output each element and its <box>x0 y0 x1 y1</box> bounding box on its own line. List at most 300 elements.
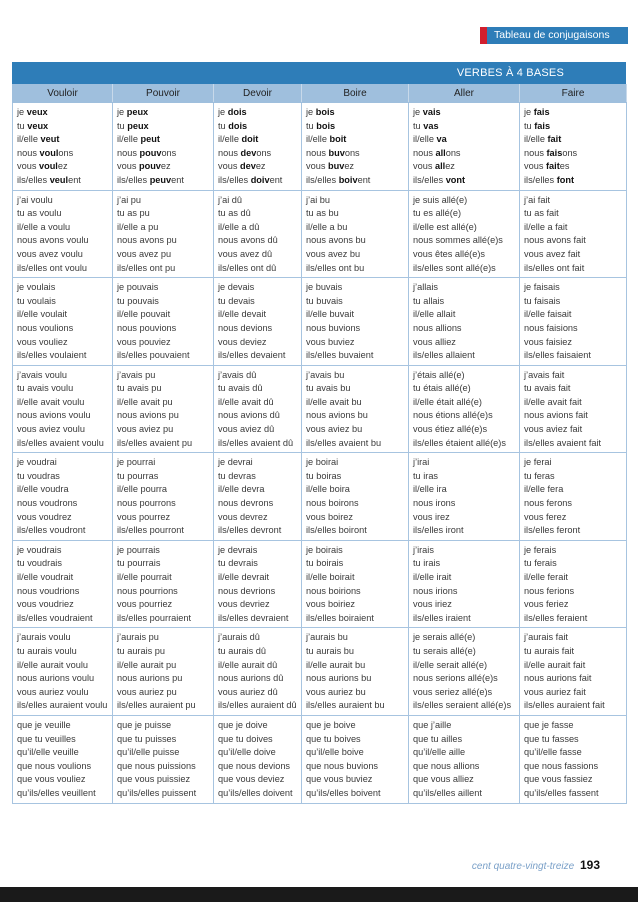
conjugation-form: tu veux <box>17 120 49 131</box>
conjugation-form: tu avais bu <box>306 383 351 394</box>
conjugation-form: ils/elles font <box>524 174 575 185</box>
conjugation-form: il/elle est allé(e) <box>413 221 477 232</box>
conjugation-form: il/elle avait pu <box>117 396 173 407</box>
conjugation-form: je voulais <box>17 282 56 293</box>
conjugation-form: nous avions dû <box>218 410 280 421</box>
conjugation-form: tu voudrais <box>17 558 62 569</box>
conjugation-form: je veux <box>17 107 48 117</box>
conjugation-form: que vous puissiez <box>117 774 191 785</box>
conjugation-form: que tu veuilles <box>17 733 76 744</box>
conjugation-form: ils/elles buvaient <box>306 350 374 361</box>
conjugation-form: nous allions <box>413 322 462 333</box>
conjugation-form: nous avions bu <box>306 410 368 421</box>
conjugation-form: nous boirons <box>306 498 359 509</box>
conjugation-form: vous faites <box>524 161 570 172</box>
conjugation-form: je ferai <box>524 457 552 468</box>
conjugation-form: il/elle pourrait <box>117 572 172 582</box>
conjugation-form: tu iras <box>413 470 439 481</box>
conjugation-form: vous êtes allé(e)s <box>413 248 486 259</box>
conjugation-form: vous vouliez <box>17 336 68 347</box>
tense-row <box>13 453 627 541</box>
conjugation-cell <box>409 628 520 716</box>
conjugation-form: tu avais dû <box>218 383 263 394</box>
conjugation-form: tu as fait <box>524 208 559 219</box>
conjugation-form: tu pourrais <box>117 558 161 569</box>
column-header: Devoir <box>214 85 302 103</box>
conjugation-form: il/elle avait fait <box>524 396 582 407</box>
conjugation-form: tu avais pu <box>117 383 162 394</box>
conjugation-form: il/elle pourra <box>117 484 168 495</box>
conjugation-form: nous pouvions <box>117 322 177 333</box>
conjugation-form: vous avez voulu <box>17 248 83 259</box>
conjugation-form: il/elle aurait dû <box>218 659 278 670</box>
conjugation-form: nous pourrions <box>117 585 178 596</box>
conjugation-form: nous aurions fait <box>524 673 592 684</box>
conjugation-form: nous ferons <box>524 498 573 509</box>
conjugation-cell <box>520 453 627 541</box>
conjugation-form: ils/elles iront <box>413 525 464 536</box>
conjugation-form: vous irez <box>413 511 450 522</box>
conjugation-cell <box>13 190 113 278</box>
conjugation-form: tu fais <box>524 120 551 131</box>
conjugation-form: j’irais <box>413 544 434 555</box>
conjugation-form: vous auriez bu <box>306 686 366 697</box>
conjugation-form: tu pouvais <box>117 295 159 306</box>
conjugation-form: j’ai voulu <box>17 194 53 205</box>
conjugation-form: ils/elles ont fait <box>524 262 585 273</box>
conjugation-cell <box>13 453 113 541</box>
conjugation-form: vous alliez <box>413 336 456 347</box>
conjugation-form: il/elle a pu <box>117 221 159 232</box>
conjugation-cell <box>214 628 302 716</box>
conjugation-form: il/elle a fait <box>524 221 568 232</box>
conjugation-form: tu peux <box>117 120 149 131</box>
conjugation-form: ils/elles auraient pu <box>117 700 196 711</box>
conjugation-form: il/elle pouvait <box>117 309 171 320</box>
column-header: Faire <box>520 85 627 103</box>
conjugation-form: il/elle avait dû <box>218 396 274 407</box>
conjugation-form: j’aurais bu <box>306 632 348 643</box>
conjugation-form: tu dois <box>218 120 248 131</box>
conjugation-form: je pouvais <box>117 282 159 293</box>
conjugation-form: que nous fassions <box>524 760 599 771</box>
conjugation-form: tu as voulu <box>17 208 62 219</box>
conjugation-form: ils/elles boiront <box>306 525 367 536</box>
conjugation-form: tu vas <box>413 120 439 131</box>
conjugation-form: nous devrions <box>218 585 276 596</box>
conjugation-form: j’ai dû <box>218 194 243 205</box>
conjugation-cell <box>409 190 520 278</box>
conjugation-form: vous ferez <box>524 511 567 522</box>
conjugation-form: vous deviez <box>218 336 267 347</box>
conjugation-form: nous avons voulu <box>17 235 89 246</box>
conjugation-form: vous avez dû <box>218 248 273 259</box>
conjugation-form: vous auriez dû <box>218 686 278 697</box>
conjugation-form: vous buvez <box>306 161 355 172</box>
conjugation-form: je pourrai <box>117 457 156 468</box>
conjugation-form: il/elle serait allé(e) <box>413 659 488 670</box>
conjugation-form: il/elle aurait voulu <box>17 659 88 670</box>
conjugation-cell <box>520 540 627 628</box>
conjugation-form: qu’ils/elles fassent <box>524 787 599 798</box>
conjugation-form: vous étiez allé(e)s <box>413 424 488 435</box>
conjugation-form: j’aurais fait <box>524 632 568 643</box>
conjugation-cell <box>520 190 627 278</box>
conjugation-form: je devrai <box>218 457 253 468</box>
conjugation-form: nous aurions pu <box>117 673 183 684</box>
conjugation-form: ils/elles auraient dû <box>218 700 297 711</box>
conjugation-form: que vous buviez <box>306 774 373 785</box>
conjugation-cell <box>13 278 113 366</box>
conjugation-form: il/elle devait <box>218 309 267 320</box>
conjugation-form: vous avez pu <box>117 248 172 259</box>
conjugation-form: ils/elles auraient bu <box>306 700 385 711</box>
conjugation-form: tu allais <box>413 295 445 306</box>
conjugation-form: il/elle avait bu <box>306 396 362 407</box>
conjugation-form: qu’ils/elles boivent <box>306 787 381 798</box>
conjugation-form: j’avais fait <box>524 369 565 380</box>
conjugation-form: qu’il/elle aille <box>413 747 466 758</box>
conjugation-form: que nous voulions <box>17 760 92 771</box>
conjugation-form: que tu puisses <box>117 733 177 744</box>
conjugation-form: nous devions <box>218 322 273 333</box>
conjugation-form: j’aurais dû <box>218 632 260 643</box>
tense-row <box>13 715 627 803</box>
conjugation-form: tu aurais fait <box>524 645 575 656</box>
conjugation-form: il/elle devrait <box>218 572 270 582</box>
conjugation-form: tu voudras <box>17 470 60 481</box>
conjugation-form: vous voulez <box>17 161 68 172</box>
conjugation-form: tu feras <box>524 470 555 481</box>
section-tab-marker <box>480 27 487 44</box>
conjugation-form: vous buviez <box>306 336 355 347</box>
conjugation-form: vous pourrez <box>117 511 171 522</box>
conjugation-form: ils/elles ont pu <box>117 262 176 273</box>
column-header: Vouloir <box>13 85 113 103</box>
conjugation-form: nous faisons <box>524 147 578 158</box>
conjugation-form: il/elle ira <box>413 484 447 495</box>
conjugation-form: je faisais <box>524 282 560 293</box>
conjugation-form: tu aurais dû <box>218 645 267 656</box>
conjugation-form: ils/elles faisaient <box>524 350 591 361</box>
page-number-words: cent quatre-vingt-treize <box>471 861 575 872</box>
conjugation-form: vous voudriez <box>17 599 74 610</box>
conjugation-form: tu avais voulu <box>17 383 74 394</box>
conjugation-form: que tu doives <box>218 733 273 744</box>
conjugation-form: ils/elles devraient <box>218 612 289 623</box>
conjugation-form: que tu ailles <box>413 733 463 744</box>
conjugation-form: tu as dû <box>218 208 251 219</box>
conjugation-form: ils/elles feraient <box>524 612 588 623</box>
conjugation-form: tu devrais <box>218 558 258 569</box>
conjugation-cell <box>214 715 302 803</box>
conjugation-form: je voudrai <box>17 457 57 468</box>
conjugation-form: nous irons <box>413 498 456 509</box>
page-number: 193 <box>579 858 600 872</box>
conjugation-form: que vous alliez <box>413 774 474 785</box>
conjugation-form: tu bois <box>306 120 336 131</box>
conjugation-form: vous aviez fait <box>524 424 583 435</box>
conjugation-form: tu boirais <box>306 558 344 569</box>
conjugation-form: il/elle peut <box>117 134 160 145</box>
conjugation-form: tu buvais <box>306 295 343 306</box>
conjugation-form: nous étions allé(e)s <box>413 410 493 421</box>
tense-row <box>13 103 627 191</box>
conjugation-form: vous aviez bu <box>306 424 363 435</box>
conjugation-form: il/elle aurait fait <box>524 659 586 670</box>
conjugation-cell <box>113 540 214 628</box>
conjugation-form: ils/elles ont voulu <box>17 262 87 273</box>
conjugation-form: ils/elles vont <box>413 174 466 185</box>
column-header: Aller <box>409 85 520 103</box>
conjugation-form: ils/elles allaient <box>413 350 475 361</box>
conjugation-form: qu’il/elle fasse <box>524 747 582 758</box>
conjugation-form: j’allais <box>413 282 439 293</box>
column-header-row <box>13 85 627 103</box>
conjugation-form: vous devriez <box>218 599 270 610</box>
page-footer <box>472 858 600 872</box>
conjugation-form: ils/elles auraient fait <box>524 700 605 711</box>
conjugation-form: que nous buvions <box>306 760 379 771</box>
conjugation-cell <box>520 278 627 366</box>
conjugation-form: nous pourrons <box>117 498 176 509</box>
conjugation-form: ils/elles sont allé(e)s <box>413 262 496 273</box>
conjugation-cell <box>520 365 627 453</box>
conjugation-cell <box>113 190 214 278</box>
conjugation-cell <box>13 365 113 453</box>
conjugation-form: vous avez bu <box>306 248 361 259</box>
conjugation-form: ils/elles pourraient <box>117 612 192 623</box>
conjugation-form: j’ai bu <box>306 194 331 205</box>
conjugation-form: que tu fasses <box>524 733 579 744</box>
conjugation-cell <box>302 365 409 453</box>
conjugation-form: il/elle devra <box>218 484 265 495</box>
conjugation-cell <box>214 103 302 191</box>
conjugation-cell <box>113 715 214 803</box>
conjugation-form: nous aurions voulu <box>17 673 95 684</box>
conjugation-form: vous devrez <box>218 511 268 522</box>
conjugation-form: qu’ils/elles puissent <box>117 787 197 798</box>
conjugation-form: il/elle boit <box>306 134 347 145</box>
conjugation-form: je serais allé(e) <box>413 632 476 643</box>
conjugation-cell <box>13 103 113 191</box>
conjugation-form: vous boirez <box>306 511 353 522</box>
conjugation-form: je suis allé(e) <box>413 194 468 205</box>
conjugation-form: j’avais dû <box>218 369 257 380</box>
conjugation-form: tu es allé(e) <box>413 208 462 219</box>
conjugation-form: vous boiriez <box>306 599 356 610</box>
conjugation-form: vous devez <box>218 161 266 172</box>
conjugation-form: j’avais bu <box>306 369 345 380</box>
conjugation-form: ils/elles peuvent <box>117 174 184 185</box>
conjugation-form: vous pouvez <box>117 161 171 172</box>
conjugation-form: nous buvons <box>306 147 360 158</box>
conjugation-form: vous aviez dû <box>218 424 275 435</box>
conjugation-cell <box>520 628 627 716</box>
conjugation-form: nous aurions bu <box>306 673 372 684</box>
conjugation-form: qu’il/elle doive <box>218 747 276 758</box>
conjugation-cell <box>13 628 113 716</box>
conjugation-form: ils/elles ont dû <box>218 262 277 273</box>
conjugation-form: vous aviez pu <box>117 424 174 435</box>
conjugation-form: tu étais allé(e) <box>413 383 471 394</box>
conjugation-form: vous auriez pu <box>117 686 177 697</box>
conjugation-form: que je boive <box>306 719 356 730</box>
conjugation-form: ils/elles doivent <box>218 174 283 185</box>
conjugation-form: je buvais <box>306 282 343 293</box>
conjugation-cell <box>302 278 409 366</box>
conjugation-form: vous voudrez <box>17 511 72 522</box>
conjugation-form: qu’ils/elles aillent <box>413 787 482 798</box>
conjugation-table <box>12 84 627 804</box>
conjugation-form: il/elle a bu <box>306 221 348 232</box>
conjugation-form: nous devrons <box>218 498 274 509</box>
conjugation-cell <box>409 540 520 628</box>
conjugation-form: vous avez fait <box>524 248 581 259</box>
conjugation-form: tu pourras <box>117 470 159 481</box>
conjugation-form: je ferais <box>524 544 557 555</box>
conjugation-form: tu irais <box>413 558 441 569</box>
conjugation-form: il/elle était allé(e) <box>413 396 482 407</box>
conjugation-cell <box>13 715 113 803</box>
conjugation-cell <box>302 453 409 541</box>
conjugation-form: tu as pu <box>117 208 150 219</box>
conjugation-form: ils/elles boivent <box>306 174 371 185</box>
conjugation-cell <box>520 715 627 803</box>
conjugation-cell <box>214 190 302 278</box>
conjugation-form: il/elle fera <box>524 484 564 495</box>
conjugation-cell <box>13 540 113 628</box>
conjugation-form: je voudrais <box>17 544 62 555</box>
conjugation-form: qu’il/elle veuille <box>17 747 79 758</box>
conjugation-form: il/elle voudrait <box>17 572 74 582</box>
conjugation-form: nous buvions <box>306 322 361 333</box>
conjugation-form: il/elle doit <box>218 134 259 145</box>
conjugation-form: nous boirions <box>306 585 361 596</box>
tense-row <box>13 278 627 366</box>
conjugation-cell <box>214 365 302 453</box>
conjugation-cell <box>214 540 302 628</box>
conjugation-form: tu aurais voulu <box>17 645 77 656</box>
conjugation-form: j’ai fait <box>524 194 551 205</box>
tense-row <box>13 190 627 278</box>
conjugation-cell <box>113 453 214 541</box>
conjugation-form: nous avions fait <box>524 410 588 421</box>
conjugation-cell <box>302 628 409 716</box>
conjugation-form: je fais <box>524 107 550 117</box>
conjugation-form: je bois <box>306 107 335 117</box>
conjugation-cell <box>520 103 627 191</box>
conjugation-cell <box>113 628 214 716</box>
conjugation-form: j’ai pu <box>117 194 142 205</box>
conjugation-cell <box>113 278 214 366</box>
section-tab-label: Tableau de conjugaisons <box>494 29 610 41</box>
conjugation-form: ils/elles pourront <box>117 525 184 536</box>
conjugation-form: je devais <box>218 282 255 293</box>
conjugation-table-block <box>12 62 626 804</box>
conjugation-form: ils/elles auraient voulu <box>17 700 108 711</box>
conjugation-form: ils/elles avaient voulu <box>17 437 104 448</box>
conjugation-form: il/elle aurait pu <box>117 659 177 670</box>
conjugation-form: vous auriez fait <box>524 686 586 697</box>
conjugation-form: vous auriez voulu <box>17 686 89 697</box>
conjugation-form: nous voulions <box>17 322 74 333</box>
conjugation-form: que je doive <box>218 719 268 730</box>
conjugation-form: que je veuille <box>17 719 71 730</box>
conjugation-form: nous aurions dû <box>218 673 284 684</box>
conjugation-form: que je puisse <box>117 719 172 730</box>
conjugation-form: que vous deviez <box>218 774 285 785</box>
conjugation-form: nous avons pu <box>117 235 177 246</box>
conjugation-form: vous pouviez <box>117 336 171 347</box>
conjugation-form: nous voulons <box>17 147 74 158</box>
conjugation-form: que nous devions <box>218 760 291 771</box>
conjugation-form: ils/elles avaient pu <box>117 437 193 448</box>
conjugation-form: qu’il/elle boive <box>306 747 364 758</box>
conjugation-form: ils/elles seraient allé(e)s <box>413 700 512 711</box>
conjugation-form: nous avons dû <box>218 235 278 246</box>
conjugation-form: ils/elles ont bu <box>306 262 365 273</box>
conjugation-cell <box>302 103 409 191</box>
conjugation-form: qu’il/elle puisse <box>117 747 180 758</box>
conjugation-form: il/elle va <box>413 134 447 145</box>
conjugation-form: nous avons fait <box>524 235 586 246</box>
conjugation-form: ils/elles iraient <box>413 612 471 623</box>
bottom-band <box>0 887 638 902</box>
conjugation-form: tu avais fait <box>524 383 571 394</box>
conjugation-form: j’avais voulu <box>17 369 68 380</box>
conjugation-form: il/elle avait voulu <box>17 396 85 407</box>
conjugation-form: il/elle boira <box>306 484 350 495</box>
conjugation-form: je peux <box>117 107 149 117</box>
column-header: Boire <box>302 85 409 103</box>
conjugation-cell <box>302 190 409 278</box>
conjugation-form: ils/elles voulaient <box>17 350 87 361</box>
conjugation-form: nous voudrions <box>17 585 80 596</box>
conjugation-cell <box>409 715 520 803</box>
conjugation-form: tu boiras <box>306 470 342 481</box>
conjugation-form: il/elle buvait <box>306 309 355 320</box>
conjugation-form: il/elle faisait <box>524 309 572 320</box>
conjugation-form: nous avons bu <box>306 235 366 246</box>
conjugation-form: ils/elles étaient allé(e)s <box>413 437 506 448</box>
conjugation-form: tu as bu <box>306 208 339 219</box>
conjugation-form: que vous vouliez <box>17 774 86 785</box>
conjugation-form: tu serais allé(e) <box>413 645 476 656</box>
conjugation-form: vous allez <box>413 161 455 172</box>
conjugation-form: j’aurais voulu <box>17 632 71 643</box>
conjugation-form: ils/elles voudraient <box>17 612 93 623</box>
conjugation-form: tu devais <box>218 295 255 306</box>
conjugation-form: il/elle ferait <box>524 572 568 582</box>
tense-row <box>13 365 627 453</box>
conjugation-form: vous iriez <box>413 599 452 610</box>
conjugation-form: vous pourriez <box>117 599 173 610</box>
conjugation-form: vous feriez <box>524 599 569 610</box>
conjugation-form: tu ferais <box>524 558 557 569</box>
conjugation-cell <box>409 278 520 366</box>
conjugation-form: qu’ils/elles doivent <box>218 787 293 798</box>
conjugation-form: nous serions allé(e)s <box>413 673 498 684</box>
conjugation-cell <box>113 103 214 191</box>
conjugation-form: nous voudrons <box>17 498 78 509</box>
conjugation-form: nous avions voulu <box>17 410 91 421</box>
conjugation-form: nous ferions <box>524 585 575 596</box>
conjugation-form: ils/elles feront <box>524 525 581 536</box>
conjugation-cell <box>302 540 409 628</box>
conjugation-form: nous avions pu <box>117 410 179 421</box>
conjugation-form: nous devons <box>218 147 272 158</box>
